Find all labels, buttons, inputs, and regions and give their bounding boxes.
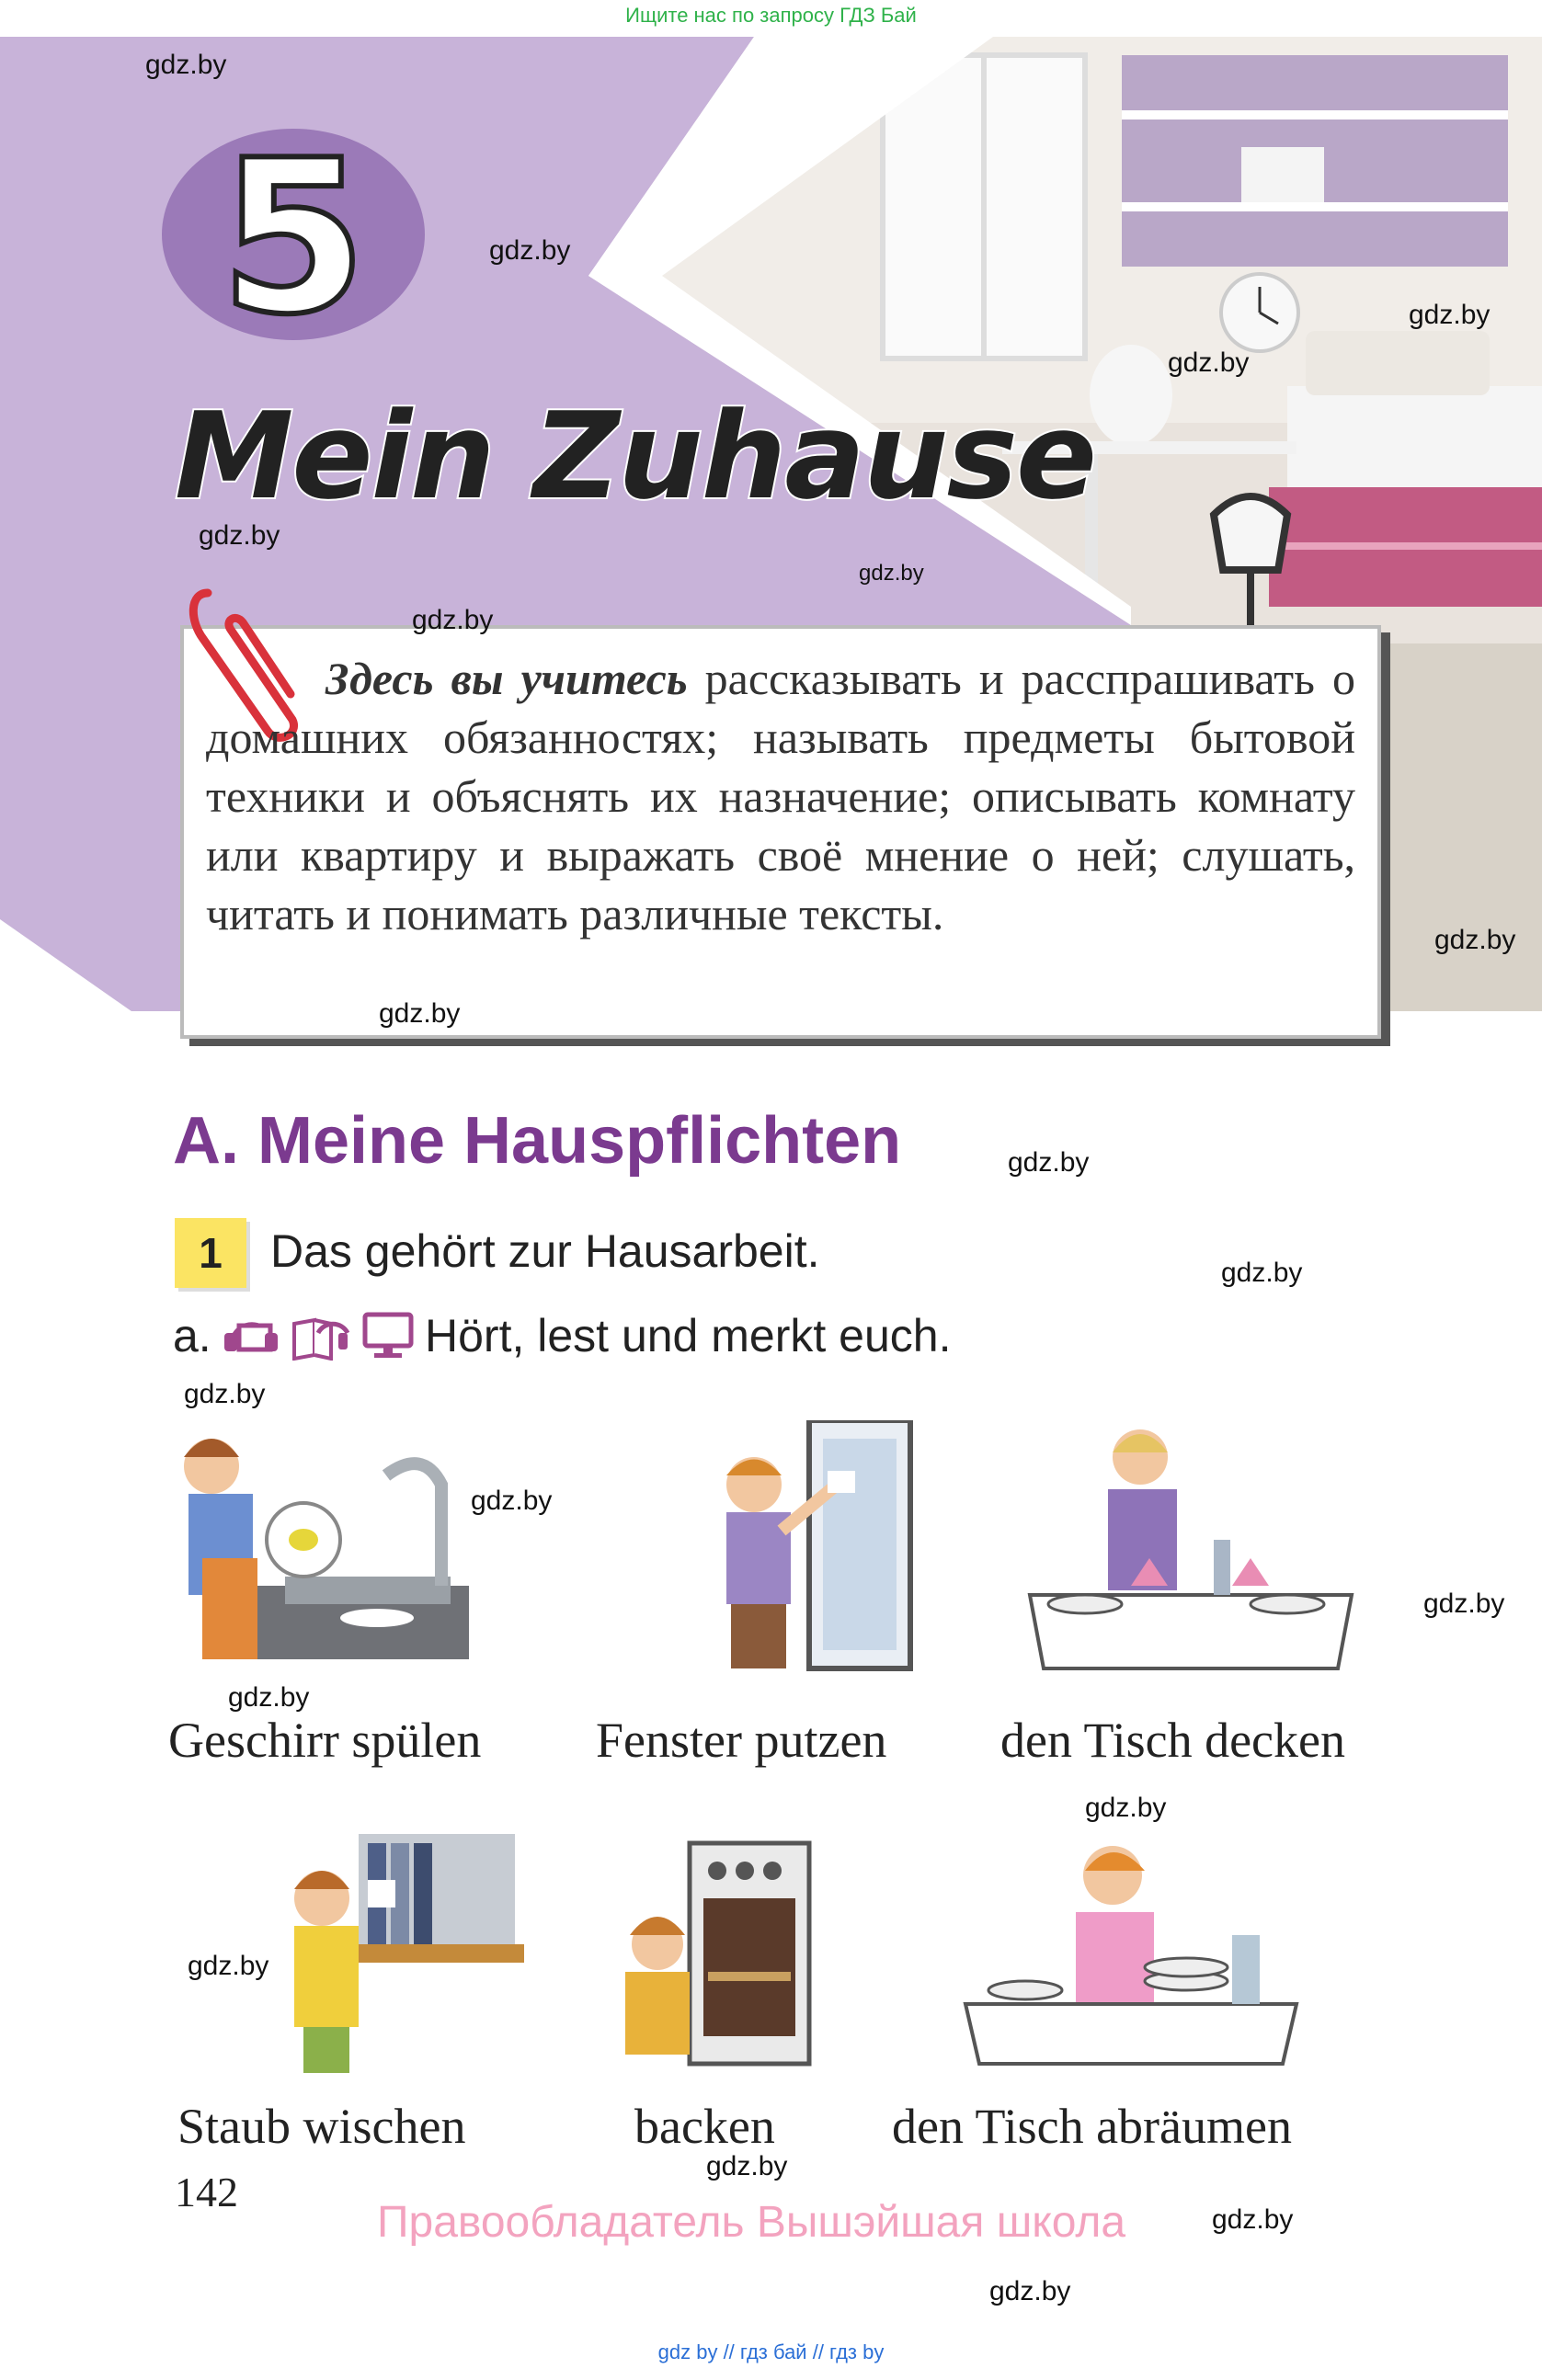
watermark: gdz.by	[188, 1951, 269, 1981]
dusting-icon	[276, 1825, 533, 2082]
window-cleaning-icon	[699, 1420, 919, 1678]
media-icons	[219, 1305, 420, 1361]
caption-geschirr-spuelen: Geschirr spülen	[168, 1713, 482, 1768]
table-setting-icon	[1021, 1420, 1361, 1678]
watermark: gdz.by	[1008, 1147, 1090, 1178]
watermark: gdz.by	[1221, 1258, 1303, 1288]
caption-tisch-abraeumen: den Tisch abräumen	[892, 2099, 1292, 2154]
top-note: Ищите нас по запросу ГДЗ Бай	[625, 4, 917, 27]
exercise-number-badge: 1	[175, 1218, 246, 1288]
subtask-label: a.	[173, 1310, 211, 1361]
watermark: gdz.by	[1085, 1793, 1167, 1823]
baking-icon	[607, 1834, 818, 2073]
intro-lead: Здесь вы учитесь	[326, 653, 688, 704]
computer-icon	[356, 1305, 420, 1361]
intro-body: рассказывать и расспрашивать о домашних обязанностях; называть предметы бытовой техники и объяснять их назначение; описывать комнату или квартиру и выражать своё мнение о ней; слушать, читать и понимать различные тексты.	[206, 653, 1355, 939]
watermark: gdz.by	[145, 50, 227, 80]
subtask-instruction: Hört, lest und merkt euch.	[425, 1310, 952, 1361]
audio-icon	[219, 1305, 283, 1361]
watermark: gdz.by	[412, 605, 494, 635]
intro-text	[206, 649, 1355, 943]
caption-tisch-decken: den Tisch decken	[1000, 1713, 1345, 1768]
table-clearing-icon	[956, 1834, 1306, 2073]
watermark: gdz.by	[489, 235, 571, 266]
page-number: 142	[175, 2169, 238, 2215]
rights-holder: Правообладатель Вышэйшая школа	[377, 2198, 1126, 2247]
chapter-number: 5	[219, 116, 368, 361]
watermark: gdz.by	[989, 2276, 1071, 2306]
chapter-title: Mein Zuhause	[175, 386, 1096, 526]
caption-fenster-putzen: Fenster putzen	[596, 1713, 887, 1768]
watermark: gdz.by	[1212, 2204, 1294, 2235]
section-title: A. Meine Hauspflichten	[173, 1104, 902, 1178]
watermark: gdz.by	[706, 2151, 788, 2181]
watermark: gdz.by	[471, 1486, 553, 1516]
watermark: gdz.by	[1168, 347, 1250, 378]
watermark: gdz.by	[379, 998, 461, 1029]
watermark: gdz.by	[1423, 1589, 1505, 1619]
watermark: gdz.by	[184, 1379, 266, 1409]
caption-backen: backen	[634, 2099, 775, 2154]
caption-staub-wischen: Staub wischen	[177, 2099, 466, 2154]
book-audio-icon	[287, 1305, 351, 1361]
watermark: gdz.by	[228, 1682, 310, 1713]
exercise-title: Das gehört zur Hausarbeit.	[270, 1225, 820, 1277]
watermark: gdz.by	[199, 520, 280, 551]
dish-washing-icon	[175, 1420, 478, 1668]
watermark: gdz.by	[859, 561, 924, 586]
watermark: gdz.by	[1409, 300, 1491, 330]
watermark: gdz.by	[1434, 925, 1516, 955]
footer-links: gdz by // гдз бай // гдз by	[657, 2340, 885, 2363]
